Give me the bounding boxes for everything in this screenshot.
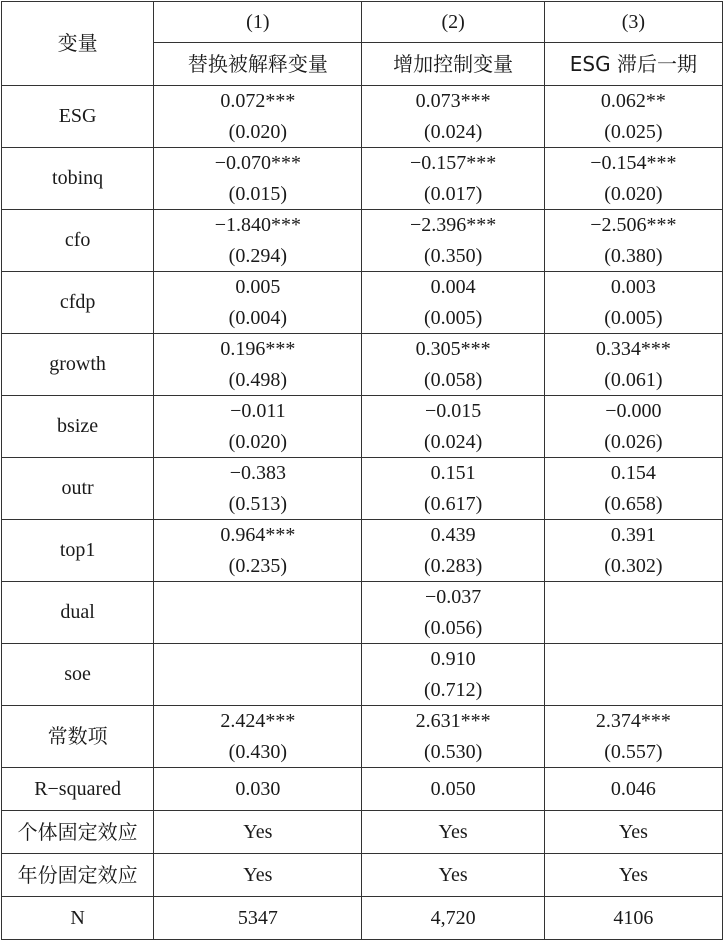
stats-label: 个体固定效应 <box>2 811 154 854</box>
standard-error-value: (0.056) <box>423 616 483 639</box>
table-cell <box>362 396 544 458</box>
table-cell <box>154 458 362 520</box>
coefficient-value: 0.072*** <box>220 90 296 112</box>
coefficient-value: −0.037 <box>424 586 482 608</box>
stats-row <box>2 897 723 940</box>
table-cell <box>362 210 544 272</box>
standard-error-value: (0.380) <box>604 244 663 267</box>
coefficient-value: 0.062** <box>600 90 666 112</box>
table-cell <box>362 582 544 644</box>
table-row <box>2 520 723 582</box>
coefficient-value: 0.004 <box>430 276 476 298</box>
standard-error-value: (0.026) <box>604 430 663 453</box>
table-row <box>2 458 723 520</box>
standard-error-value: (0.294) <box>228 244 287 267</box>
table-cell <box>362 644 544 706</box>
coefficient-value: −0.383 <box>229 462 286 484</box>
regression-table <box>1 1 723 940</box>
table-row <box>2 86 723 148</box>
table-cell <box>362 272 544 334</box>
table-cell <box>154 148 362 210</box>
standard-error-value: (0.020) <box>604 182 663 205</box>
stats-value: Yes <box>362 854 544 897</box>
coefficient-value: 0.151 <box>430 462 476 484</box>
row-variable-name: outr <box>2 458 154 520</box>
table-cell <box>154 396 362 458</box>
table-cell <box>544 148 722 210</box>
column-title-2: 增加控制变量 <box>362 43 544 86</box>
stats-label: 年份固定效应 <box>2 854 154 897</box>
table-cell <box>544 706 722 768</box>
table-cell <box>362 520 544 582</box>
standard-error-value: (0.712) <box>423 678 483 701</box>
header-row-numbers <box>2 2 723 43</box>
standard-error-value: (0.498) <box>228 368 287 391</box>
standard-error-value: (0.235) <box>228 554 287 577</box>
stats-value: 4,720 <box>362 897 544 940</box>
table-row <box>2 148 723 210</box>
stats-value: 4106 <box>544 897 722 940</box>
coefficient-value: 2.631*** <box>415 710 491 732</box>
coefficient-value: 0.196*** <box>220 338 296 360</box>
stats-value: Yes <box>544 854 722 897</box>
row-variable-name: cfdp <box>2 272 154 334</box>
standard-error-value: (0.617) <box>423 492 483 515</box>
table-cell <box>362 334 544 396</box>
table-cell <box>544 272 722 334</box>
standard-error-value: (0.005) <box>423 306 483 329</box>
stats-value: 5347 <box>154 897 362 940</box>
table-row <box>2 272 723 334</box>
standard-error-value: (0.350) <box>423 244 483 267</box>
standard-error-value: (0.024) <box>423 120 483 143</box>
table-cell <box>544 582 722 644</box>
stats-value: 0.050 <box>362 768 544 811</box>
row-variable-name: 常数项 <box>2 706 154 768</box>
table-cell <box>362 86 544 148</box>
table-cell <box>154 644 362 706</box>
coefficient-value: 0.154 <box>610 462 656 484</box>
coefficient-value: 0.003 <box>610 276 656 298</box>
table-cell <box>544 334 722 396</box>
standard-error-value: (0.024) <box>423 430 483 453</box>
stats-value: Yes <box>362 811 544 854</box>
coefficient-value: −0.070*** <box>214 152 301 174</box>
table-cell <box>544 644 722 706</box>
row-variable-name: ESG <box>2 86 154 148</box>
standard-error-value: (0.283) <box>423 554 483 577</box>
table-row <box>2 396 723 458</box>
coefficient-value: 2.374*** <box>595 710 671 732</box>
coefficient-value: −2.396*** <box>409 214 497 236</box>
table-row <box>2 644 723 706</box>
row-variable-name: cfo <box>2 210 154 272</box>
standard-error-value: (0.061) <box>604 368 663 391</box>
coefficient-value: 0.305*** <box>415 338 491 360</box>
standard-error-value: (0.004) <box>228 306 287 329</box>
statistics-rows <box>2 768 723 940</box>
column-number-1: (1) <box>154 2 362 43</box>
table-cell <box>362 458 544 520</box>
standard-error-value: (0.513) <box>228 492 287 515</box>
coefficient-value: −0.157*** <box>409 152 497 174</box>
standard-error-value: (0.025) <box>604 120 663 143</box>
coefficient-rows <box>2 86 723 768</box>
standard-error-value: (0.302) <box>604 554 663 577</box>
table-cell <box>154 272 362 334</box>
table-cell <box>544 520 722 582</box>
column-number-3: (3) <box>544 2 722 43</box>
coefficient-value: 0.910 <box>430 648 476 670</box>
coefficient-value: 0.964*** <box>220 524 296 546</box>
table-cell <box>362 706 544 768</box>
coefficient-value: 0.005 <box>235 276 281 298</box>
table-cell <box>362 148 544 210</box>
standard-error-value: (0.020) <box>228 430 287 453</box>
standard-error-value: (0.015) <box>228 182 287 205</box>
table-row <box>2 706 723 768</box>
stats-label: R−squared <box>2 768 154 811</box>
standard-error-value: (0.017) <box>423 182 483 205</box>
coefficient-value: 0.334*** <box>595 338 671 360</box>
standard-error-value: (0.557) <box>604 740 663 763</box>
coefficient-value: 0.073*** <box>415 90 491 112</box>
stats-label: N <box>2 897 154 940</box>
stats-row <box>2 768 723 811</box>
table-cell <box>154 582 362 644</box>
header-variable-label: 变量 <box>2 2 154 86</box>
table-row <box>2 334 723 396</box>
stats-value: 0.046 <box>544 768 722 811</box>
standard-error-value: (0.020) <box>228 120 287 143</box>
row-variable-name: tobinq <box>2 148 154 210</box>
standard-error-value: (0.005) <box>604 306 663 329</box>
stats-value: Yes <box>544 811 722 854</box>
table-cell <box>154 706 362 768</box>
table-cell <box>154 210 362 272</box>
stats-value: Yes <box>154 854 362 897</box>
column-title-3: ESG 滞后一期 <box>544 43 722 86</box>
table-cell <box>154 334 362 396</box>
stats-value: Yes <box>154 811 362 854</box>
row-variable-name: top1 <box>2 520 154 582</box>
row-variable-name: growth <box>2 334 154 396</box>
table-row <box>2 582 723 644</box>
row-variable-name: soe <box>2 644 154 706</box>
table-cell <box>544 86 722 148</box>
table-cell <box>154 86 362 148</box>
table-cell <box>154 520 362 582</box>
row-variable-name: bsize <box>2 396 154 458</box>
standard-error-value: (0.658) <box>604 492 663 515</box>
coefficient-value: −2.506*** <box>590 214 677 236</box>
table-cell <box>544 210 722 272</box>
column-title-1: 替换被解释变量 <box>154 43 362 86</box>
standard-error-value: (0.058) <box>423 368 483 391</box>
stats-value: 0.030 <box>154 768 362 811</box>
coefficient-value: 2.424*** <box>220 710 296 732</box>
stats-row <box>2 811 723 854</box>
coefficient-value: 0.439 <box>430 524 476 546</box>
coefficient-value: −0.015 <box>424 400 482 422</box>
coefficient-value: −1.840*** <box>214 214 301 236</box>
table-cell <box>544 396 722 458</box>
coefficient-value: −0.011 <box>230 400 286 422</box>
table-row <box>2 210 723 272</box>
coefficient-value: −0.154*** <box>590 152 677 174</box>
row-variable-name: dual <box>2 582 154 644</box>
coefficient-value: 0.391 <box>610 524 656 546</box>
column-number-2: (2) <box>362 2 544 43</box>
table-cell <box>544 458 722 520</box>
stats-row <box>2 854 723 897</box>
standard-error-value: (0.530) <box>423 740 483 763</box>
standard-error-value: (0.430) <box>228 740 287 763</box>
coefficient-value: −0.000 <box>605 400 662 422</box>
